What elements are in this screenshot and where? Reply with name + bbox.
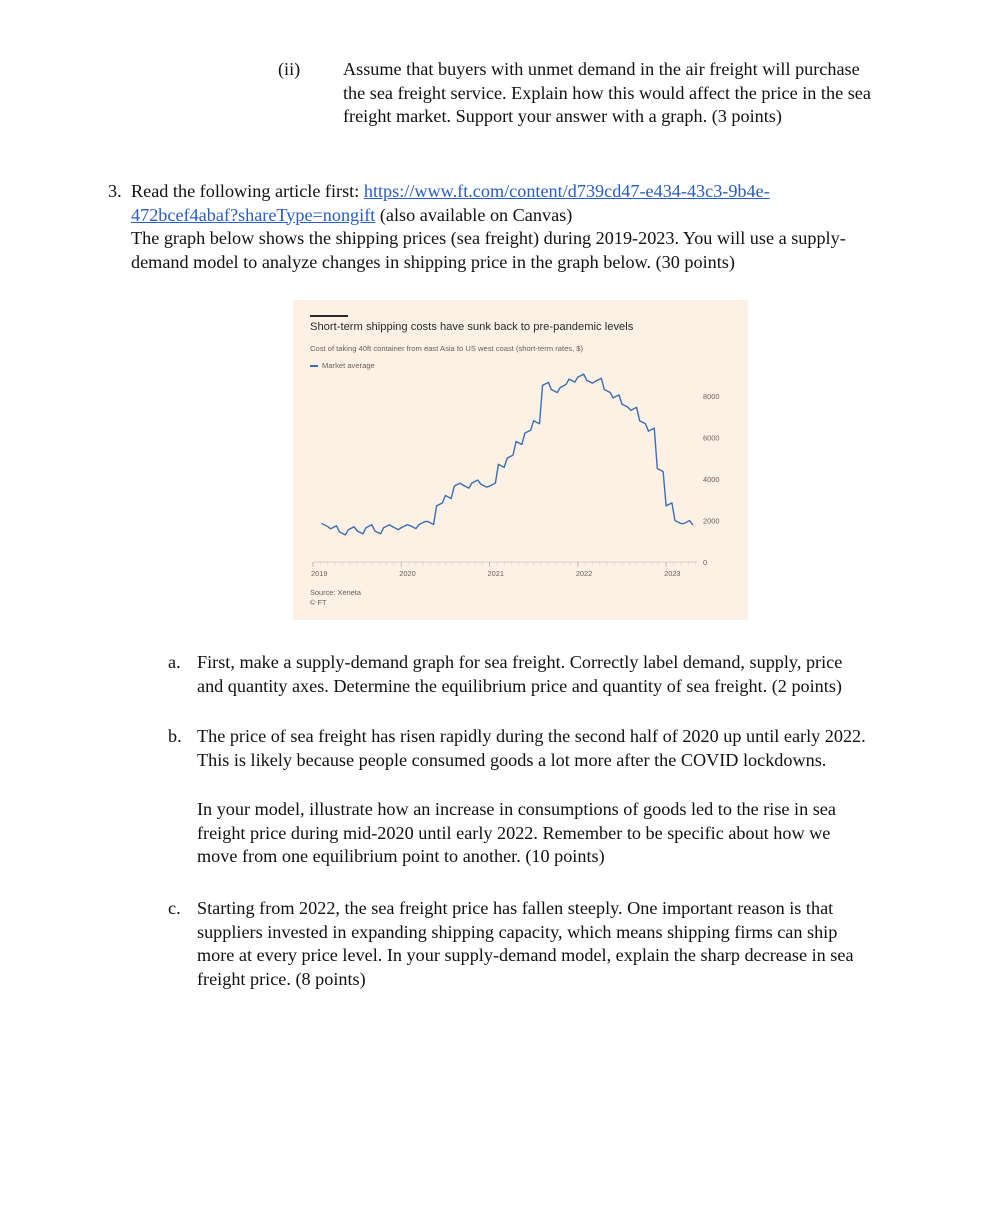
item-a-text [197, 651, 911, 698]
data-point [639, 420, 640, 421]
intro-prefix: Read the following article first: [131, 181, 364, 201]
data-point [657, 468, 658, 469]
item-a-marker: a. [168, 652, 181, 672]
item-c-marker: c. [168, 898, 181, 918]
data-point [630, 410, 631, 411]
data-point [621, 403, 622, 404]
data-point [365, 527, 366, 528]
item-b-text [197, 725, 911, 772]
data-point [568, 379, 569, 380]
data-point [321, 523, 322, 524]
text-line: the sea freight service. Explain how this would affect the price in the sea [343, 82, 871, 103]
data-point [357, 530, 358, 531]
text-line: freight price during mid-2020 until early 2022. Remember to be specific about how we [197, 822, 831, 843]
text-line: In your model, illustrate how an increase in consumptions of goods led to the rise in sea [197, 799, 836, 819]
x-tick-label: 2021 [487, 569, 505, 578]
item-c-text [197, 897, 911, 991]
data-point [392, 526, 393, 527]
data-point [489, 486, 490, 487]
data-point [383, 527, 384, 528]
text-line: move from one equilibrium point to another. (10 points) [197, 846, 605, 866]
text-line: Assume that buyers with unmet demand in the air freight will purchase [343, 59, 860, 79]
text-line: more at every price level. In your supply-demand model, explain the sharp decrease in sea [197, 945, 854, 965]
data-point [595, 381, 596, 382]
data-point [410, 525, 411, 526]
data-point [427, 521, 428, 522]
part-ii-text [343, 58, 913, 129]
item-b-marker: b. [168, 726, 182, 746]
data-point [480, 483, 481, 484]
data-point [577, 376, 578, 377]
data-point [542, 385, 543, 386]
intro-suffix: (also available on Canvas) [375, 204, 573, 225]
data-point [498, 464, 499, 465]
item-b-text-2 [197, 798, 911, 869]
question-3-text [131, 180, 921, 274]
data-point [683, 523, 684, 524]
data-point [330, 528, 331, 529]
data-point [418, 524, 419, 525]
data-point [462, 485, 463, 486]
part-ii-marker: (ii) [278, 59, 301, 79]
data-point [648, 431, 649, 432]
data-point [560, 387, 561, 388]
text-line: The price of sea freight has risen rapidly during the second half of 2020 up until early 2022. [197, 726, 866, 746]
y-tick-label: 8000 [703, 391, 720, 401]
chart-plot [293, 300, 748, 620]
text-line: freight market. Support your answer with a graph. (3 points) [343, 106, 782, 126]
x-tick-label: 2023 [664, 569, 681, 578]
ft-credit: © FT [310, 598, 327, 607]
text-line: suppliers invested in expanding shipping capacity, which means shipping firms can ship [197, 921, 838, 942]
y-tick-label: 4000 [703, 474, 720, 484]
x-tick-label: 2020 [399, 569, 416, 578]
text-line: This is likely because people consumed goods a lot more after the COVID lockdowns. [197, 749, 827, 770]
text-line: and quantity axes. Determine the equilibrium price and quantity of sea freight. (2 points) [197, 675, 842, 696]
data-point [666, 505, 667, 506]
chart-source [310, 588, 361, 608]
text-line [131, 180, 921, 204]
data-point [613, 397, 614, 398]
text-line: First, make a supply-demand graph for sea freight. Correctly label demand, supply, price [197, 652, 843, 672]
text-line: The graph below shows the shipping prices (sea freight) during 2019-2023. You will use a supply- [131, 228, 846, 248]
data-point [454, 486, 455, 487]
text-line: demand model to analyze changes in shipping price in the graph below. (30 points) [131, 251, 735, 272]
question-3-marker: 3. [108, 181, 122, 201]
text-line [131, 204, 921, 228]
shipping-cost-chart [293, 300, 748, 620]
y-tick-label: 6000 [703, 433, 720, 443]
data-point [586, 380, 587, 381]
x-tick-label: 2022 [575, 569, 593, 578]
article-link-continued[interactable]: 472bcef4abaf?shareType=nongift [131, 204, 376, 225]
chart-subtitle: Cost of taking 40ft container from east Asia to US west coast (short-term rates, $) [310, 344, 584, 353]
data-point [551, 389, 552, 390]
data-point [471, 482, 472, 483]
data-point [374, 530, 375, 531]
chart-title: Short-term shipping costs have sunk back to pre-pandemic levels [310, 321, 634, 333]
data-point [348, 529, 349, 530]
data-point [524, 433, 525, 434]
data-point [507, 458, 508, 459]
text-line: Starting from 2022, the sea freight price has fallen steeply. One important reason is that [197, 898, 834, 918]
data-point [401, 527, 402, 528]
data-point [339, 531, 340, 532]
legend-label: Market average [322, 361, 375, 370]
market-average-line [322, 374, 693, 535]
y-tick-label: 2000 [703, 516, 720, 526]
data-point [674, 520, 675, 521]
data-point [604, 389, 605, 390]
text-line: freight price. (8 points) [197, 968, 366, 989]
article-link[interactable]: https://www.ft.com/content/d739cd47-e434-43c3-9b4e- [363, 181, 770, 201]
data-point [436, 505, 437, 506]
y-tick-label: 0 [703, 558, 708, 567]
data-point [692, 524, 693, 525]
source-text: Source: Xeneta [310, 588, 361, 597]
data-point [515, 441, 516, 442]
x-tick-label: 2019 [311, 569, 328, 578]
data-point [445, 495, 446, 496]
data-point [533, 420, 534, 421]
